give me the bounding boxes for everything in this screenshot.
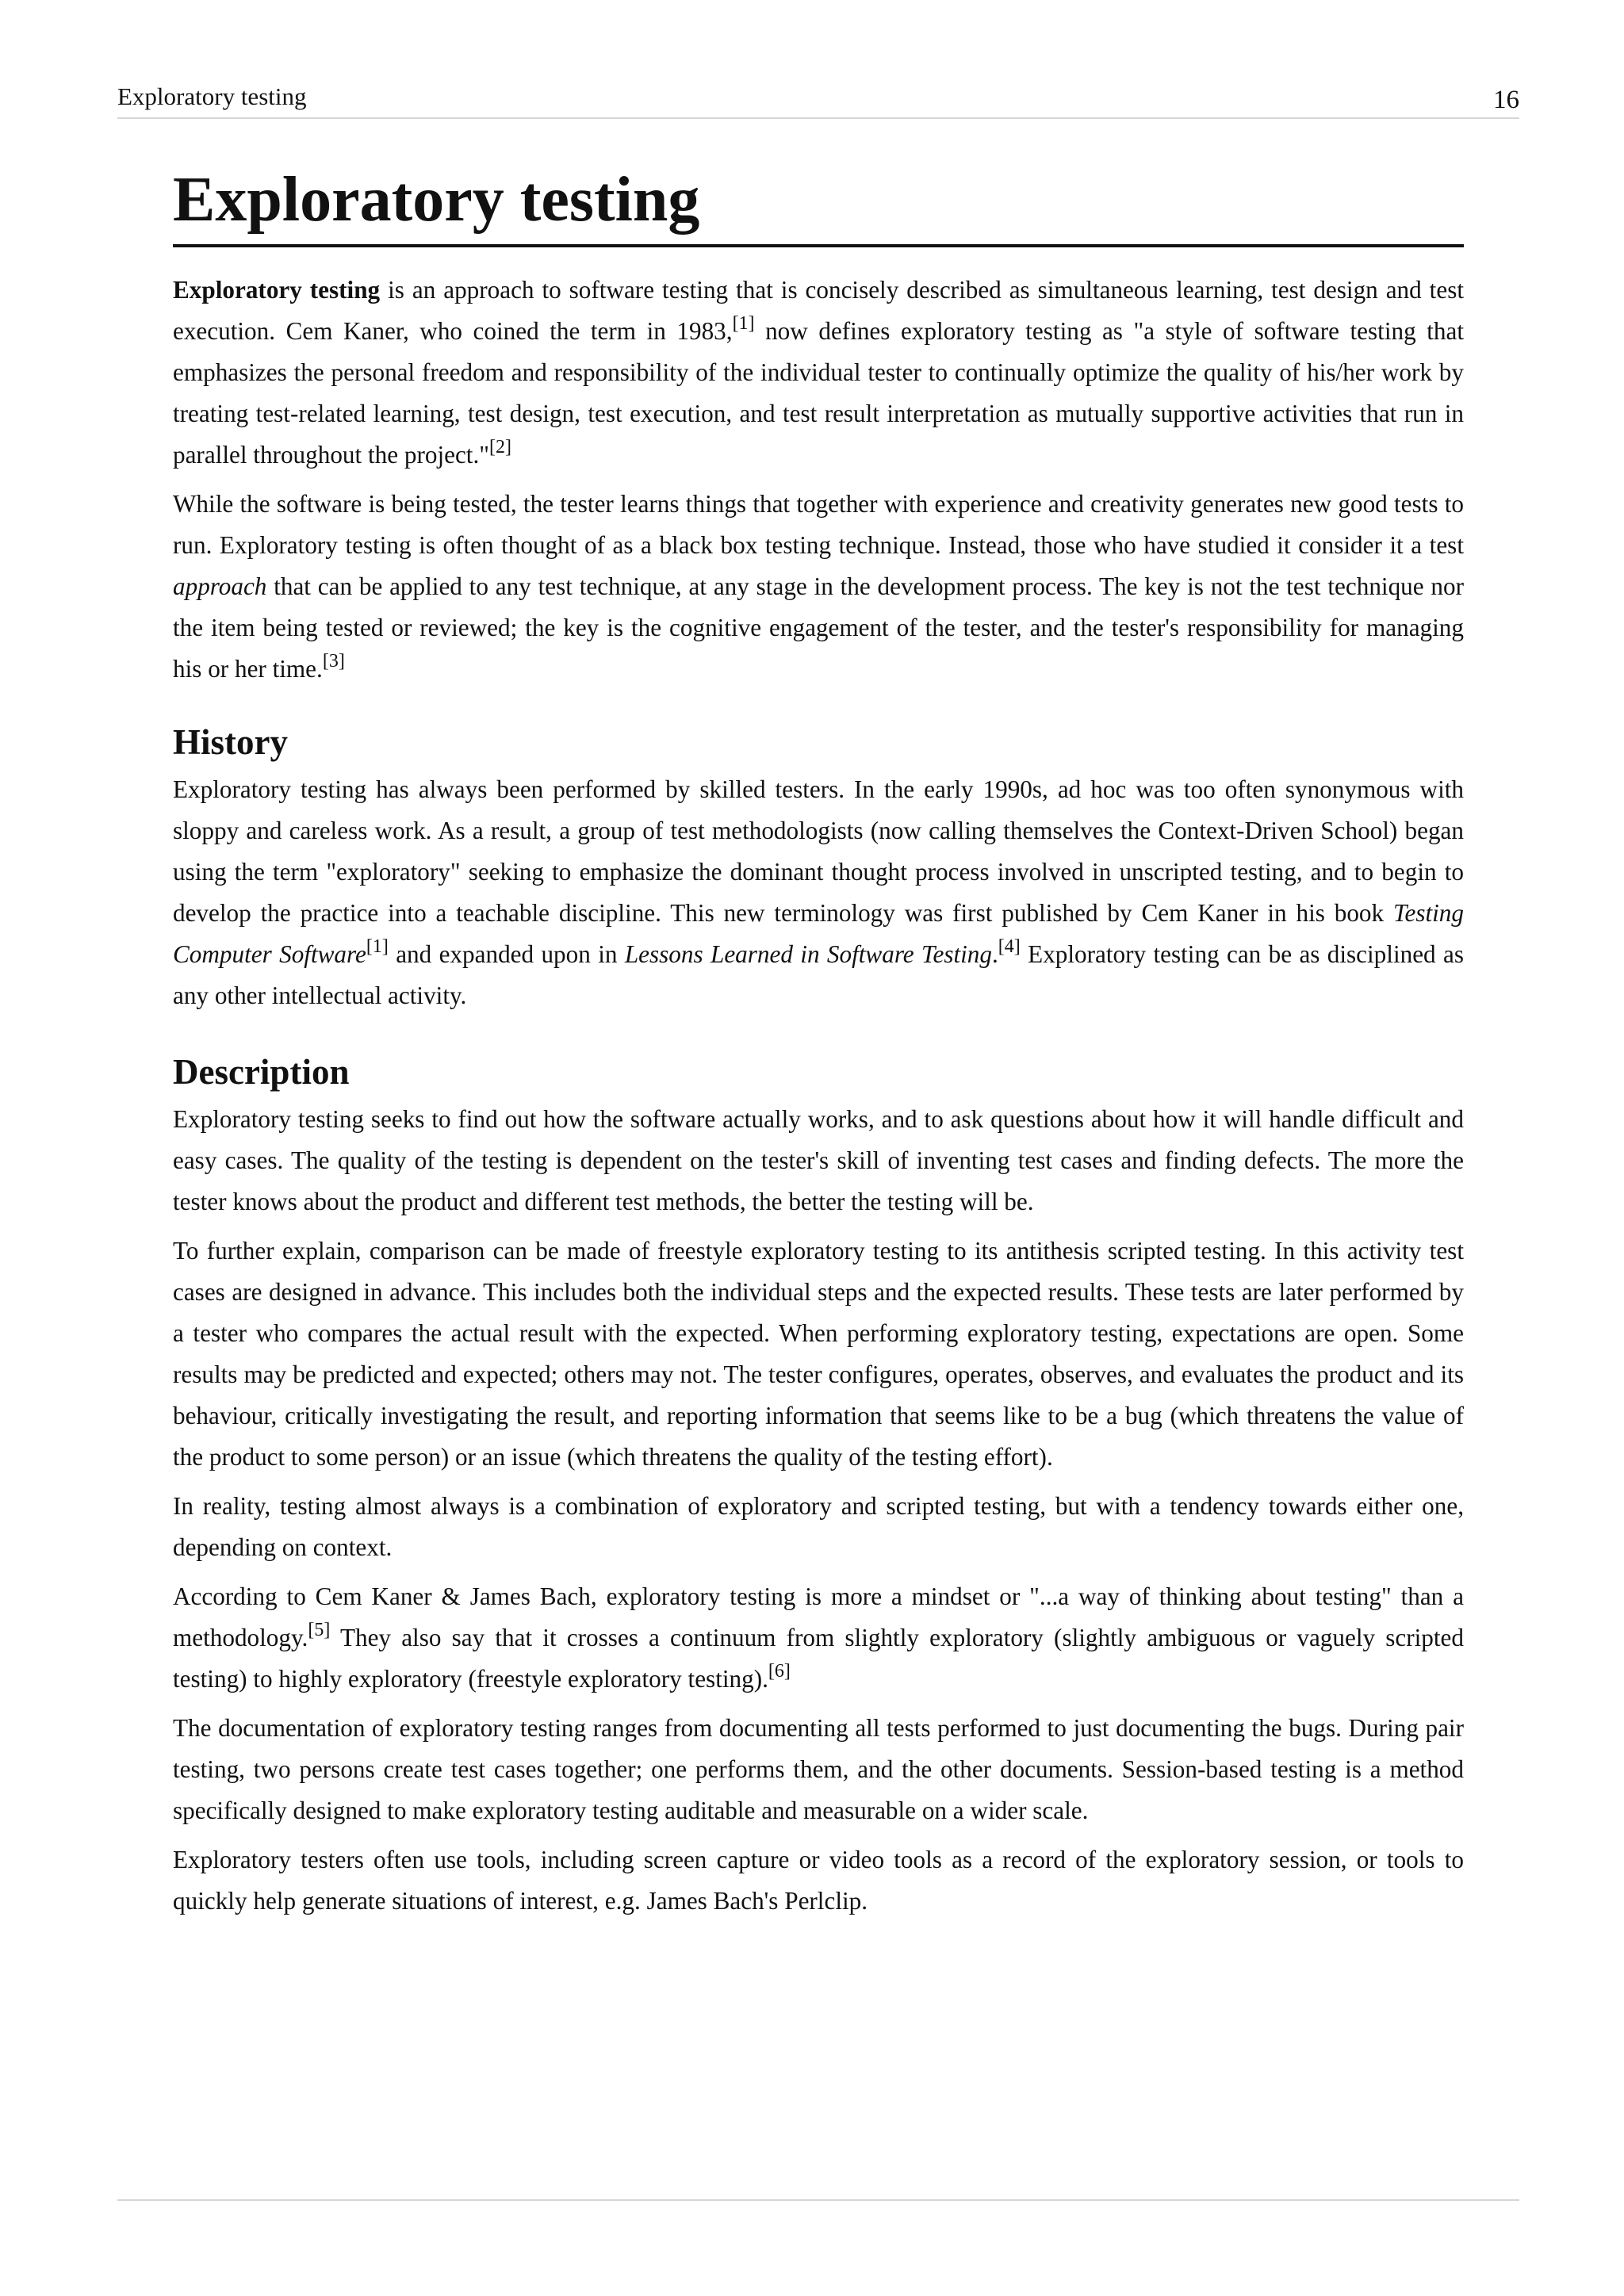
reference-link[interactable]: [4] xyxy=(998,936,1021,957)
reference-link[interactable]: [1] xyxy=(366,936,389,957)
description-paragraph-2: To further explain, comparison can be made of freestyle exploratory testing to its antithesis scripted testing. In this activity test cases are designed in advance. This includes both the individual steps and the expected results. These tests are later performed by a tester who compares the actual result with the expected. When performing exploratory testing, expectations are open. Some results may be predicted and expected; others may not. The tester configures, operates, observes, and evaluates the product and its behaviour, critically investigating the result, and reporting information that seems like to be a bug (which threatens the value of the product to some person) or an issue (which threatens the quality of the testing effort). xyxy=(173,1237,1464,1471)
footer-divider xyxy=(117,2199,1519,2201)
book-title: Testing Computer Software xyxy=(173,899,1464,968)
reference-link[interactable]: [6] xyxy=(768,1660,791,1682)
article-body xyxy=(173,155,1464,1922)
running-header xyxy=(117,81,1519,119)
description-paragraph-4 xyxy=(173,1576,1464,1700)
page-title: Exploratory testing xyxy=(173,155,1464,247)
history-heading: History xyxy=(173,722,288,762)
book-title: Lessons Learned in Software Testing xyxy=(624,940,992,968)
running-header-title: Exploratory testing xyxy=(117,82,307,110)
description-paragraph-5: The documentation of exploratory testing ranges from documenting all tests performed to just documenting the bugs. During pair testing, two persons create test cases together; one performs them, and the other documents. Session-based testing is a method specifically designed to make exploratory testing auditable and measurable on a wider scale. xyxy=(173,1714,1464,1824)
text-run: Exploratory testing has always been performed by skilled testers. In the early 1990s, ad hoc was too often synonymous with sloppy and careless work. As a result, a group of test methodologists (now calling themselves the Context-Driven School) began using the term "exploratory" seeking to emphasize the dominant thought process involved in unscripted testing, and to begin to develop the practice into a teachable discipline. This new terminology was first published by Cem Kaner in his book xyxy=(173,775,1464,927)
text-run: While the software is being tested, the tester learns things that together with experience and creativity generates new good tests to run. Exploratory testing is often thought of as a black box testing technique. Instead, those who have studied it consider it a test xyxy=(173,490,1464,559)
text-run: . xyxy=(992,940,998,968)
text-run: is an approach to software testing that is concisely described as simultaneous learning, test design and test execution. Cem Kaner, who coined the term in 1983, xyxy=(173,276,1464,345)
reference-link[interactable]: [1] xyxy=(732,312,755,334)
bold-term: Exploratory testing xyxy=(173,276,381,304)
text-run: According to Cem Kaner & James Bach, exploratory testing is more a mindset or "...a way of thinking about testing" than a methodology. xyxy=(173,1582,1464,1651)
description-paragraph-1: Exploratory testing seeks to find out how the software actually works, and to ask questions about how it will handle difficult and easy cases. The quality of the testing is dependent on the tester's skill of inventing test cases and finding defects. The more the tester knows about the product and different test methods, the better the testing will be. xyxy=(173,1105,1464,1215)
text-run: Exploratory testing can be as disciplined as any other intellectual activity. xyxy=(173,940,1464,1009)
description-paragraph-6: Exploratory testers often use tools, including screen capture or video tools as a record of the exploratory session, or tools to quickly help generate situations of interest, e.g. James Bach's Perlclip. xyxy=(173,1846,1464,1915)
reference-link[interactable]: [5] xyxy=(308,1619,331,1640)
history-paragraph xyxy=(173,769,1464,1016)
description-heading: Description xyxy=(173,1052,350,1092)
text-run: They also say that it crosses a continuum from slightly exploratory (slightly ambiguous or vaguely scripted testing) to highly exploratory (freestyle exploratory testing). xyxy=(173,1624,1464,1693)
intro-paragraph-2 xyxy=(173,484,1464,690)
text-run: that can be applied to any test technique, at any stage in the development process. The key is not the test technique nor the item being tested or reviewed; the key is the cognitive engagement of the tester, and the tester's responsibility for managing his or her time. xyxy=(173,572,1464,683)
reference-link[interactable]: [3] xyxy=(322,650,345,672)
text-run: now defines exploratory testing as "a style of software testing that emphasizes the personal freedom and responsibility of the individual tester to continually optimize the quality of his/her work by treating test-related learning, test design, test execution, and test result interpretation as mutually supportive activities that run in parallel throughout the project." xyxy=(173,317,1464,469)
intro-paragraph-1 xyxy=(173,270,1464,476)
emphasis-text: approach xyxy=(173,572,267,600)
page-number: 16 xyxy=(1493,86,1519,114)
description-paragraph-3: In reality, testing almost always is a combination of exploratory and scripted testing, but with a tendency towards either one, depending on context. xyxy=(173,1492,1464,1561)
reference-link[interactable]: [2] xyxy=(488,436,511,457)
text-run: and expanded upon in xyxy=(388,940,625,968)
